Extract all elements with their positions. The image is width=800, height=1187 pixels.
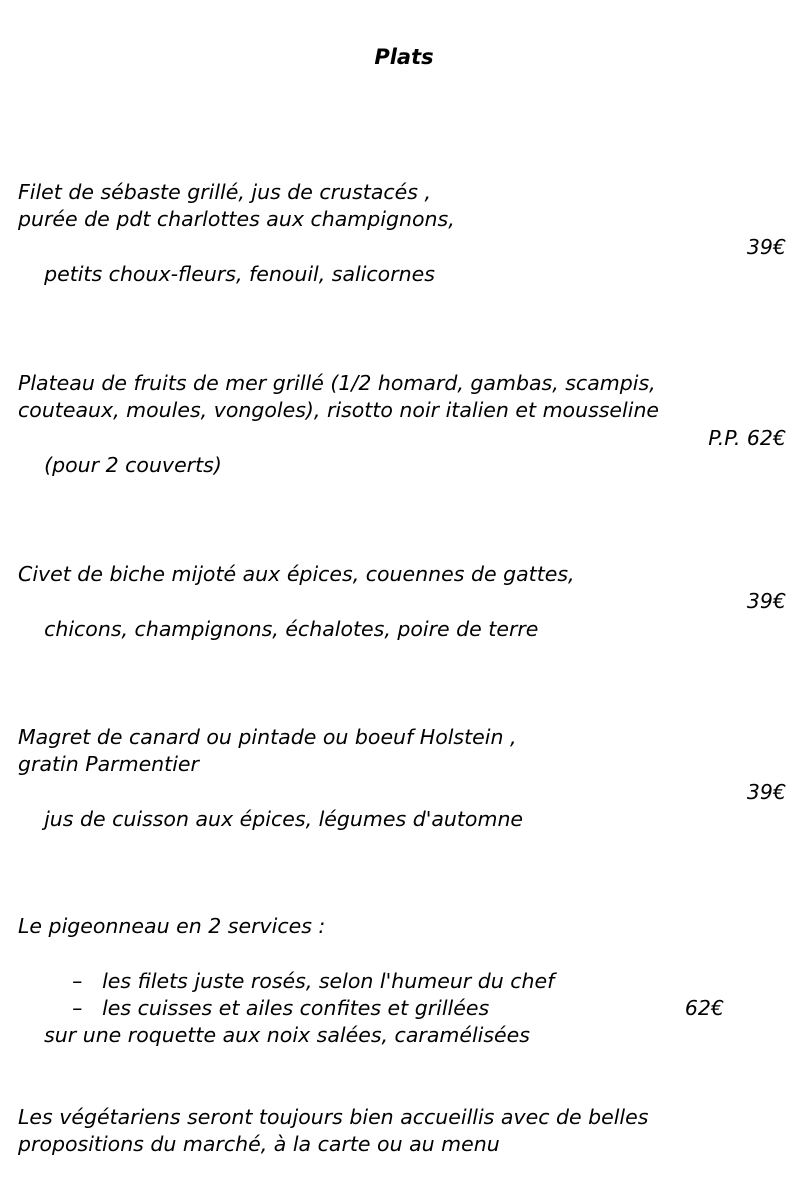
dish-price: 39€: [746, 589, 786, 614]
dish-line: [18, 995, 786, 1048]
note-line: propositions du marché, à la carte ou au menu: [18, 1132, 500, 1157]
dish-line: Filet de sébaste grillé, jus de crustacés ,: [18, 180, 431, 204]
service-item: [18, 940, 786, 993]
dish-line: [18, 779, 786, 831]
dish-line-text: chicons, champignons, échalotes, poire de terre: [44, 616, 539, 641]
dish-line: [18, 588, 786, 641]
dish-price: 39€: [746, 234, 786, 259]
dish-line: Civet de biche mijoté aux épices, couennes de gattes,: [18, 562, 575, 586]
dash-bullet: –: [72, 968, 83, 993]
vegetarian-note: [18, 1104, 786, 1159]
dish-line: [18, 425, 786, 477]
dish-item: [18, 179, 786, 286]
note-line: Les végétariens seront toujours bien accueillis avec de belles: [18, 1105, 649, 1129]
menu-title: Plats: [374, 45, 434, 69]
dish-price: P.P. 62€: [708, 425, 786, 450]
dish-line: Magret de canard ou pintade ou boeuf Holstein ,: [18, 725, 517, 749]
dash-bullet: –: [72, 995, 83, 1020]
dish-line: Plateau de fruits de mer grillé (1/2 homard, gambas, scampis,: [18, 371, 656, 395]
dish-item: [18, 724, 786, 831]
dish-line: Le pigeonneau en 2 services :: [18, 914, 326, 938]
dish-line-text: petits choux-fleurs, fenouil, salicornes: [44, 261, 435, 286]
dish-item: [18, 913, 786, 1048]
dish-line: couteaux, moules, vongoles), risotto noir italien et mousseline: [18, 398, 660, 423]
service-text: les cuisses et ailes confites et grillées: [102, 995, 490, 1020]
dish-line-text: sur une roquette aux noix salées, caramélisées: [44, 1023, 530, 1048]
dish-line-text: jus de cuisson aux épices, légumes d'automne: [44, 806, 524, 831]
dish-line: purée de pdt charlottes aux champignons,: [18, 207, 455, 232]
dish-line: gratin Parmentier: [18, 752, 199, 777]
dish-line-text: (pour 2 couverts): [44, 452, 222, 477]
dish-item: [18, 561, 786, 641]
dish-price: 39€: [746, 779, 786, 804]
dish-item: [18, 370, 786, 477]
dish-price: 62€: [684, 995, 724, 1020]
dish-line: [18, 234, 786, 286]
service-text: les filets juste rosés, selon l'humeur du chef: [102, 968, 555, 993]
